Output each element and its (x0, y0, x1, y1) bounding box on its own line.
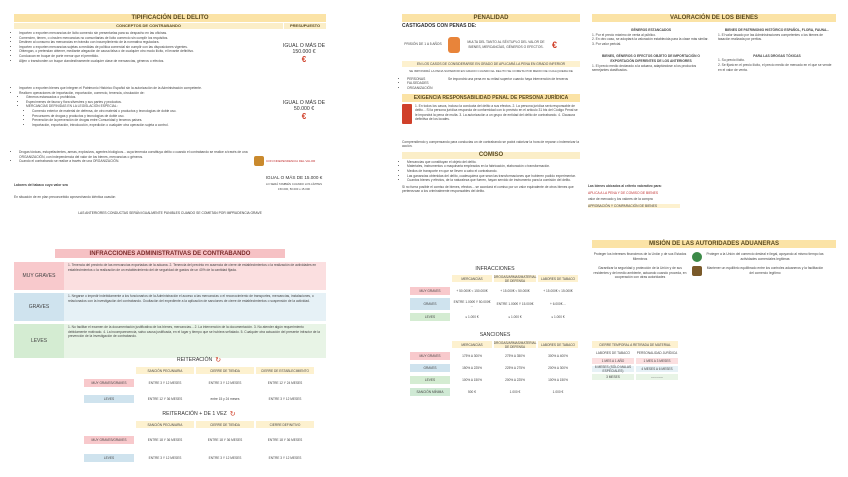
notes-item: valor de mercado y los valores de la compra (588, 197, 653, 202)
multa-text: MULTA DEL TANTO AL SÉXTUPLO DEL VALOR DE BIENES, MERCANCÍAS, GÉNEROS O EFECTOS. (467, 40, 545, 49)
row-label: MUY GRAVES (410, 352, 450, 360)
tipificacion-title: TIPIFICACIÓN DEL DELITO (14, 14, 326, 22)
penalidad-title: PENALIDAD (402, 14, 580, 22)
table-cell: ≤ 1.000 € (508, 315, 522, 319)
building-icon (402, 104, 412, 124)
comiso-title: COMISO (402, 152, 580, 159)
sanciones-section (410, 332, 836, 416)
row-label: MUY GRAVES (14, 262, 64, 290)
grado-note: EN LOS CASOS DE CONSIDERARSE EN GRADO DE APLICARÁ LA PENA EN GRADO INFERIOR (402, 61, 580, 68)
list-item: • Importación, exportación, introducción, expedición o cualquier otra operación sujeta a control. (32, 123, 282, 128)
table-cell: ENTRE 18 Y 36 MESES (267, 438, 303, 442)
row-label: LEVES (410, 313, 450, 321)
list-item: • Alijen o transborden un buque clandestinamente cualquier clase de mercancías, géneros o efectos. (19, 59, 282, 64)
row-label: GRAVES (410, 298, 450, 310)
exigencia-title: EXIGENCIA RESPONSABILIDAD PENAL DE PERSONA JURÍDICA (402, 94, 580, 102)
notes-item: APLICA A LA PENA Y DE COMISO DE BIENES (588, 190, 659, 195)
table-cell: + 6.000€ ... (549, 302, 567, 306)
notes-title: Las bienes ubicados al criterio valorativo para: (588, 184, 662, 188)
cierre-side-table (592, 341, 678, 396)
col-header: MERCANCÍAS (452, 341, 492, 348)
table-cell: 100% A 150% (462, 378, 482, 382)
table-cell: ENTRE 3 Y 12 MESES (148, 456, 182, 460)
persona-list (402, 77, 442, 91)
list-item: • Géneros estancados o prohibidos. (26, 95, 282, 100)
list-item: • Destinen al consumo las mercancías en tránsito con incumplimiento de la normativa reguladora. (19, 40, 282, 45)
table-cell: ENTRE 3 Y 12 MESES (208, 456, 242, 460)
list-item: • Prevención de la prevención de drogas entre Comunidad y terceros países. (32, 118, 282, 123)
impondra-note: SE IMPONDRÁ LA PENA SUPERIOR EN GRADO CUANDO EL DELITO SE COMETA POR MEDIO DE CUALQUIERA DE (409, 69, 573, 74)
list-item: • Medios de transporte en que se lleven a cabo el contrabando. (407, 169, 580, 174)
table-cell: 225% A 275% (505, 366, 525, 370)
list-item: • MERCANCÍAS DEFINIDAS EN LA LEGISLACIÓN ESPECIAL: (26, 104, 282, 109)
table-cell: ≤ 1.000 € (465, 315, 479, 319)
comiso-extra: Si no fuera posible el comiso de bienes, efectos... se acordará el comiso por un valor equivalente de otros bienes que pertenezcan a los criminalmente responsables del delito. (402, 184, 574, 194)
col-header: DROGAS/ARMAS/MATERIAL DE DEFENSA (493, 340, 537, 349)
table-cell: ENTRE 18 Y 36 MESES (147, 438, 183, 442)
list-item: • FALSEDADES (407, 81, 442, 86)
row-label: GRAVES (410, 364, 450, 372)
col-header: CIERRE DEFINITIVO (256, 421, 314, 428)
col-presupuesto: PRESUPUESTO (284, 23, 326, 29)
generos-item: 1. Por el precio máximo de venta al público. (592, 32, 656, 37)
table-cell: 300% A 400% (548, 354, 568, 358)
mision-item: Garantizar la seguridad y protección de la Unión y de sus residentes y del medio ambiente, actuando cuando proceda, en cooperación con otras autoridades (593, 266, 687, 280)
list-item: • Importen o exporten mercancías sujetas a medidas de política comercial sin cumplir con las disposiciones vigentes. (19, 45, 282, 50)
row-label: MUY GRAVES/GRAVES (84, 379, 134, 387)
table-cell: entre 15 y 24 meses (210, 397, 240, 401)
table-cell: 1.000 € (509, 390, 521, 394)
list-item: • PERSONAS (407, 77, 442, 82)
block3-tag: CON INDEPENDENCIA DEL VALOR (266, 158, 316, 163)
list-item: • Importen o exporten mercancías de lícito comercio sin presentarlas para su despacho en las oficinas. (19, 31, 282, 36)
block3-list (14, 150, 254, 172)
moneybag-icon (692, 252, 702, 262)
footer-line: LAS ANTERIORES CONDUCTAS SERÁN IGUALMENTE PUNIBLES CUANDO SE COMETAN POR IMPRUDENCIA GRAVE (78, 211, 262, 215)
mision-section (592, 240, 836, 302)
refresh-icon: ↻ (229, 411, 236, 418)
table-cell: 100% A 150% (548, 378, 568, 382)
mision-item: Mantener un equilibrio equilibrado entre los controles aduaneros y la facilitación del comercio legítimo (706, 266, 824, 275)
table-cell: ENTRE 3 Y 12 MESES (208, 381, 242, 385)
scale-icon (692, 266, 702, 276)
list-item: • Cuando el contrabando se realice a través de una ORGANIZACIÓN. (19, 159, 254, 164)
list-item: • Mercancías que constituyan el objeto del delito. (407, 160, 580, 165)
notes-item: APROBACIÓN Y COMPARACIÓN DE BIENES (588, 204, 680, 209)
list-item: • Comercio exterior de material de defensa, de otro material o productos y tecnologías de doble uso. (32, 109, 282, 114)
side-title: CIERRE TEMPORAL A RETIRADA DE MATERIAL (592, 341, 678, 348)
table-cell: 200% A 225% (505, 378, 525, 382)
col-header: CIERRE DE TIENDA (196, 367, 254, 374)
tipificacion-section (14, 14, 326, 236)
persona-note: Se impondrá una pena en su mitad superior cuando haya intervención de terceros (448, 76, 569, 81)
list-item: • Comercien, tienen, o circulen mercancías no comunitarias de lícito comercio sin cumplir los requisitos. (19, 36, 282, 41)
money-icon: € (552, 39, 558, 50)
col-header: DROGAS/ARMAS/MATERIAL DE DEFENSA (493, 274, 537, 283)
mision-title: MISIÓN DE LAS AUTORIDADES ADUANERAS (592, 240, 836, 248)
row-label: MUY GRAVES (410, 287, 450, 295)
side-col: PERSONALIDAD JURÍDICA (636, 351, 678, 355)
block1-amount: IGUAL O MÁS DE 150.000 € (282, 43, 326, 55)
col-header: LABORES DE TABACO (538, 341, 578, 348)
list-item: • Las ganancias obtenidas del delito, cualesquiera que sean las transformaciones que hubieren podido experimentar. (407, 174, 580, 179)
row-text: 1. No facilitar el examen de la documentación justificativa de los bienes, mercancías... 2. La intervención de la documentación. 3. No atender algún requerimiento debidamente motivado. 4. La incomparecencia, salvo causa justificada, en el lugar y tiempo que se hubiera señalado. 5. Cualquier otra actuación del presente infractor de la prevención de la investigación de contrabando. (64, 324, 326, 358)
gavel-icon (254, 156, 264, 166)
table-cell: + 15.000€ < 15.000€ (543, 289, 573, 293)
table-cell: 500 € (468, 390, 476, 394)
drogas-title: PARA LAS DROGAS TÓXICAS (753, 53, 801, 58)
drogas-item: 2. Se fijará en el precio ilícito, el precio medio de mercado en el que se vende en el valor de venta. (718, 62, 832, 72)
castigados-label: CASTIGADOS CON PENAS DE: (402, 23, 477, 29)
row-label: SANCIÓN MÍNIMA (410, 388, 450, 396)
list-item: • Obtengan, o pretendan obtener, mediante alegación de causa falsa o de cualquier otro modo ilícito, el levante definitivo. (19, 49, 282, 54)
table-cell: + 15.000€ < 50.000€ (500, 289, 530, 293)
table-cell: 4 MESES A 6 MESES (636, 366, 678, 372)
prisoner-icon (448, 37, 460, 53)
table-cell: + 50.000€ < 150.000€ (456, 289, 488, 293)
table-cell: 1 MES A 1 AÑO (592, 358, 634, 364)
side-col: LABORES DE TABACO (595, 351, 631, 355)
row-label: MUY GRAVES/GRAVES (84, 436, 134, 444)
col-header: CIERRE DE TIENDA (196, 421, 254, 428)
table-cell: ≤ 1.000 € (551, 315, 565, 319)
table-cell: ENTRE 18 Y 36 MESES (207, 438, 243, 442)
list-item: • ORGANIZACIÓN (407, 86, 442, 91)
generos-item: 3. Por valor pericial. (592, 41, 622, 46)
table-cell: 6 MESES (SÓLO MALAS ESPECIALES) (592, 366, 634, 372)
table-cell: 275% A 350% (505, 354, 525, 358)
col-header: SANCIÓN PECUNIARIA (136, 421, 194, 428)
list-item: • Realicen operaciones de importación, exportación, comercio, tenencia, circulación de: (19, 91, 282, 96)
tabaco-amount: IGUAL O MÁS DE 15.000 € (265, 175, 323, 180)
table-cell: 3 MESES (592, 374, 634, 380)
import-item: 1. El precio medio declarado a la aduana, adaptándose a los productos semejantes clasificados. (592, 63, 697, 73)
tabaco-note: En situación de en plan preconcebido aprovechando idéntica ocasión (14, 194, 116, 199)
col-conceptos: CONCEPTOS DE CONTRABANDO (14, 23, 283, 29)
list-item: • Cuantos bienes y efectos, de la naturaleza que fueren, hayan servido de instrumento para la comisión del delito. (407, 178, 580, 183)
patrimonio-title: BIENES DE PATRIMONIO HISTÓRICO ESPAÑOL, FLORA, FAUNA... (724, 28, 830, 32)
row-label: LEVES (14, 324, 64, 358)
sanciones-title: SANCIONES (479, 332, 511, 338)
valoracion-section (592, 14, 836, 114)
table-cell: ENTRE 3 Y 12 MESES (268, 456, 302, 460)
import-title: BIENES, GÉNEROS O EFECTOS OBJETO DE IMPORTACIÓN O EXPORTACIÓN DIFERENTES DE LOS ANTERIORES (601, 54, 700, 63)
table-cell: ENTRE 1.000€ Y 50.000€ ... (453, 300, 491, 308)
reiteracion2-title: REITERACIÓN + DE 1 VEZ (162, 411, 227, 417)
mision-item: Proteger a la Unión del comercio desleal e ilegal, apoyando al mismo tiempo las actividades comerciales legítimas (706, 252, 824, 261)
valoracion-title: VALORACIÓN DE LOS BIENES (592, 14, 836, 22)
infracciones-table-section (410, 266, 580, 330)
col-header: CIERRE DE ESTABLECIMIENTO (256, 367, 314, 374)
row-label: GRAVES (14, 293, 64, 321)
row-label: LEVES (84, 395, 134, 403)
comiso-list (402, 160, 580, 183)
table-cell: 175% A 300% (462, 354, 482, 358)
euro-icon: € (301, 55, 307, 64)
table-cell: ENTRE 3 Y 12 MESES (148, 381, 182, 385)
row-text: 1. Tenencia del precinto de las mercancías exportadas de la aduana. 2. Tenencia del precinto en ausencia de cierre de establecimientos o la realización de actividades en establecimientos o la realización de un establecimiento del de seguridad de gastos de un 40% de la cantidad fijada. (64, 262, 326, 290)
block1-list (14, 31, 282, 83)
block2-amount: IGUAL O MÁS DE 50.000 € (282, 100, 326, 112)
list-item: • Especímenes de fauna y flora silvestres y sus partes y productos. (26, 100, 282, 105)
comiso-intro: Comprendiendo y compensando para conductas un de contrabando se podrá valorizar la hora de reparar o indemnizar la acción. (402, 139, 580, 149)
generos-title: GÉNEROS ESTANCADOS (630, 28, 672, 32)
reiteracion-title: REITERACIÓN (176, 357, 213, 363)
table-cell: 1 MES A 3 MESES (636, 358, 678, 364)
list-item: • Conduzcan en buque de porte menor que el permitido. (19, 54, 282, 59)
table-cell: 1.000 € (552, 390, 564, 394)
reiteracion-section (84, 356, 314, 404)
list-item: • Precursores de drogas y productos y tecnologías de doble uso. (32, 114, 282, 119)
col-header: SANCIÓN PECUNIARIA (136, 367, 194, 374)
infracciones-admin-title: INFRACCIONES ADMINISTRATIVAS DE CONTRABANDO (55, 249, 285, 258)
patrimonio-item: 1. El valor tasado por las Administraciones competentes o los bienes de tasación realizada por peritos. (718, 32, 824, 42)
tabaco-label: Labores del tabaco cuyo valor sea (14, 183, 68, 187)
tabaco-sub: LO SERÁ TAMBIÉN CUANDO LOS LÍMITES 150.000, 50.000 o 15.000 (265, 182, 322, 191)
penalidad-section (402, 14, 580, 264)
row-text: 1. Negarse o impedir indebidamente a los funcionarios de la Administración el acceso a las mercancías o el reconocimiento de transportes, mercancías, instalaciones, o relacionados con la investigación del contrabando. Ocultación del expediente a la aplicación de sanciones de cierre de establecimientos o suspensión de la actividad. (64, 293, 326, 321)
table-cell: ENTRE 12 Y 24 MESES (267, 381, 303, 385)
prision-text: PRISIÓN DE 1 A 5 AÑOS (404, 42, 442, 47)
reiteracion2-section (84, 410, 314, 465)
list-item: • Materiales, instrumentos o maquinaria empleados en la fabricación, elaboración o transformación. (407, 164, 580, 169)
col-header: MERCANCÍAS (452, 275, 492, 282)
col-header: LABORES DE TABACO (538, 275, 578, 282)
list-item: • Importen o exporten bienes que integren el Patrimonio Histórico Español sin la autorización de la Administración competente. (19, 86, 282, 91)
row-label: LEVES (410, 376, 450, 384)
euro-icon: € (301, 112, 307, 121)
row-label: LEVES (84, 454, 134, 462)
infracciones-table-title: INFRACCIONES (475, 266, 515, 272)
exigencia-text: 1. En todos los casos, incluso la conducta del delito a sus efectos. 2. La persona jurídica será responsable de delito... Si la persona jurídica responda de conformidad con lo previsto en el artículo 31 bis del Código Penal se le impondrá la pena de multa. 3. La autorización a un grupo de entidad del delito de contrabando. 4. Clausura definitiva de los locales. (415, 103, 578, 122)
table-cell: ENTRE 1.000€ Y 15.000€ (496, 302, 534, 306)
mision-item: Proteger los intereses financieros de la Unión y de sus Estados Miembros (593, 252, 687, 261)
table-cell: 150% A 225% (462, 366, 482, 370)
list-item: • Drogas tóxicas, estupefacientes, armas, explosivos, agentes biológicos... cuya tenencia constituya delito o cuando el contrabando se realice a través de una ORGANIZACIÓN, con independencia del valor de los bienes, mercancías o géneros. (19, 150, 254, 159)
block2-list (14, 86, 282, 148)
notes-box (588, 184, 680, 224)
drogas-item: 1. Su precio ilícito. (718, 58, 745, 63)
generos-item: 2. En otro caso, se adoptará la valoración establecida para la clase más similar. (592, 37, 709, 42)
infracciones-admin-section (14, 249, 326, 361)
table-cell: ENTRE 3 Y 12 MESES (268, 397, 302, 401)
refresh-icon: ↻ (215, 357, 222, 364)
table-cell: ----------- (636, 374, 678, 380)
table-cell: ENTRE 12 Y 36 MESES (147, 397, 183, 401)
table-cell: 200% A 300% (548, 366, 568, 370)
